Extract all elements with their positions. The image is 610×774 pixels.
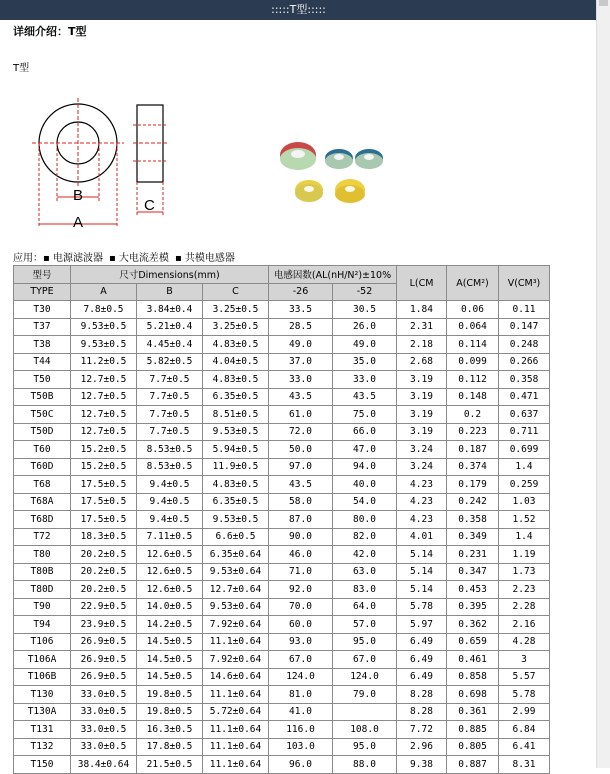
table-cell: 93.0 (269, 633, 333, 651)
table-cell: 60.0 (269, 616, 333, 634)
table-cell: 6.6±0.5 (203, 528, 269, 546)
table-cell: 7.7±0.5 (137, 423, 203, 441)
table-cell: 108.0 (333, 721, 397, 739)
application-item: ▪ 电源滤波器 (43, 253, 103, 264)
table-cell: 30.5 (333, 301, 397, 319)
table-cell: 7.7±0.5 (137, 388, 203, 406)
table-cell: 17.5±0.5 (71, 476, 137, 494)
table-cell: 80.0 (333, 511, 397, 529)
table-row (14, 476, 550, 494)
table-cell: 0.114 (447, 336, 499, 354)
vertical-scrollbar[interactable] (596, 0, 610, 768)
table-cell: 3.19 (397, 371, 447, 389)
table-row (14, 493, 550, 511)
table-cell: 8.31 (499, 756, 550, 774)
table-cell: 2.96 (397, 738, 447, 756)
table-cell: 8.28 (397, 703, 447, 721)
table-cell: 0.361 (447, 703, 499, 721)
table-cell: 4.23 (397, 511, 447, 529)
table-cell: 5.78 (499, 686, 550, 704)
table-cell: 2.23 (499, 581, 550, 599)
header-volume: V(CM³) (499, 266, 550, 301)
table-row (14, 563, 550, 581)
table-cell: 37.0 (269, 353, 333, 371)
table-cell: 23.9±0.5 (71, 616, 137, 634)
table-cell: 9.53±0.64 (203, 598, 269, 616)
model-cell: T68D (14, 511, 71, 529)
table-cell: 6.84 (499, 721, 550, 739)
table-cell: 7.11±0.5 (137, 528, 203, 546)
table-cell: 14.6±0.64 (203, 668, 269, 686)
table-cell: 3.24 (397, 441, 447, 459)
table-cell: 0.858 (447, 668, 499, 686)
table-cell: 20.2±0.5 (71, 546, 137, 564)
table-cell: 11.2±0.5 (71, 353, 137, 371)
model-cell: T131 (14, 721, 71, 739)
table-cell (333, 703, 397, 721)
table-cell: 47.0 (333, 441, 397, 459)
table-cell: 124.0 (333, 668, 397, 686)
table-cell: 4.01 (397, 528, 447, 546)
table-cell: 11.1±0.64 (203, 756, 269, 774)
table-cell: 49.0 (333, 336, 397, 354)
table-cell: 0.805 (447, 738, 499, 756)
table-cell: 8.53±0.5 (137, 441, 203, 459)
table-cell: 79.0 (333, 686, 397, 704)
table-cell: 61.0 (269, 406, 333, 424)
table-cell: 82.0 (333, 528, 397, 546)
table-cell: 43.5 (333, 388, 397, 406)
table-row (14, 511, 550, 529)
table-cell: 0.453 (447, 581, 499, 599)
table-row (14, 301, 550, 319)
table-cell: 0.374 (447, 458, 499, 476)
table-cell: 19.8±0.5 (137, 703, 203, 721)
table-cell: 12.6±0.5 (137, 581, 203, 599)
page-header: :::::T型::::: (0, 0, 597, 20)
table-cell: 64.0 (333, 598, 397, 616)
table-cell: 26.9±0.5 (71, 633, 137, 651)
table-row (14, 616, 550, 634)
table-cell: 33.0 (333, 371, 397, 389)
table-cell: 15.2±0.5 (71, 441, 137, 459)
table-cell: 88.0 (333, 756, 397, 774)
table-row (14, 651, 550, 669)
table-cell: 4.83±0.5 (203, 476, 269, 494)
table-row (14, 546, 550, 564)
table-cell: 97.0 (269, 458, 333, 476)
table-cell: 6.49 (397, 668, 447, 686)
table-cell: 2.31 (397, 318, 447, 336)
table-cell: 54.0 (333, 493, 397, 511)
table-cell: 33.0±0.5 (71, 686, 137, 704)
applications-prefix: 应用： (13, 253, 43, 264)
model-cell: T50 (14, 371, 71, 389)
table-cell: 0.698 (447, 686, 499, 704)
table-cell: 33.0±0.5 (71, 721, 137, 739)
table-cell: 0.266 (499, 353, 550, 371)
table-row (14, 598, 550, 616)
model-cell: T90 (14, 598, 71, 616)
table-cell: 4.23 (397, 493, 447, 511)
model-cell: T60D (14, 458, 71, 476)
table-cell: 1.03 (499, 493, 550, 511)
header-area: A(CM²) (447, 266, 499, 301)
table-cell: 0.659 (447, 633, 499, 651)
table-cell: 103.0 (269, 738, 333, 756)
table-cell: 7.7±0.5 (137, 406, 203, 424)
table-cell: 83.0 (333, 581, 397, 599)
table-cell: 1.52 (499, 511, 550, 529)
table-cell: 3.25±0.5 (203, 318, 269, 336)
table-cell: 11.1±0.64 (203, 633, 269, 651)
table-row (14, 423, 550, 441)
table-cell: 28.5 (269, 318, 333, 336)
dimension-c-label: C (144, 197, 155, 214)
table-cell: 26.0 (333, 318, 397, 336)
table-cell: 9.53±0.5 (71, 318, 137, 336)
model-cell: T130A (14, 703, 71, 721)
table-cell: 66.0 (333, 423, 397, 441)
table-cell: 95.0 (333, 633, 397, 651)
model-cell: T37 (14, 318, 71, 336)
table-cell: 21.5±0.5 (137, 756, 203, 774)
toroid-cores-photo (272, 132, 392, 212)
header-length: L(CM (397, 266, 447, 301)
table-cell: 92.0 (269, 581, 333, 599)
model-cell: T80 (14, 546, 71, 564)
table-cell: 0.259 (499, 476, 550, 494)
table-cell: 11.1±0.64 (203, 738, 269, 756)
model-cell: T106A (14, 651, 71, 669)
model-cell: T68A (14, 493, 71, 511)
table-row (14, 371, 550, 389)
model-cell: T130 (14, 686, 71, 704)
table-cell: 43.5 (269, 476, 333, 494)
table-cell: 94.0 (333, 458, 397, 476)
table-cell: 12.7±0.5 (71, 371, 137, 389)
table-cell: 11.1±0.64 (203, 686, 269, 704)
table-cell: 0.347 (447, 563, 499, 581)
table-cell: 1.4 (499, 458, 550, 476)
table-cell: 12.7±0.64 (203, 581, 269, 599)
table-cell: 14.0±0.5 (137, 598, 203, 616)
model-cell: T50C (14, 406, 71, 424)
header-dim-c: C (203, 283, 269, 301)
table-cell: 3.19 (397, 406, 447, 424)
table-cell: 2.99 (499, 703, 550, 721)
table-cell: 4.83±0.5 (203, 371, 269, 389)
table-row (14, 581, 550, 599)
table-cell: 7.72 (397, 721, 447, 739)
table-cell: 4.83±0.5 (203, 336, 269, 354)
table-cell: 57.0 (333, 616, 397, 634)
table-cell: 0.187 (447, 441, 499, 459)
table-row (14, 703, 550, 721)
table-cell: 0.148 (447, 388, 499, 406)
table-cell: 0.461 (447, 651, 499, 669)
table-cell: 5.82±0.5 (137, 353, 203, 371)
application-item: ▪ 共模电感器 (174, 253, 235, 264)
model-cell: T72 (14, 528, 71, 546)
table-cell: 3.19 (397, 388, 447, 406)
table-cell: 5.14 (397, 581, 447, 599)
table-cell: 12.7±0.5 (71, 406, 137, 424)
table-cell: 12.6±0.5 (137, 546, 203, 564)
table-cell: 9.4±0.5 (137, 511, 203, 529)
table-row (14, 668, 550, 686)
table-cell: 5.72±0.64 (203, 703, 269, 721)
table-cell: 38.4±0.64 (71, 756, 137, 774)
header-dimensions: 尺寸Dimensions(mm) (71, 266, 269, 284)
model-cell: T44 (14, 353, 71, 371)
table-cell: 3 (499, 651, 550, 669)
table-cell: 5.14 (397, 563, 447, 581)
table-cell: 26.9±0.5 (71, 668, 137, 686)
table-cell: 2.68 (397, 353, 447, 371)
table-cell: 0.349 (447, 528, 499, 546)
table-cell: 0.362 (447, 616, 499, 634)
table-cell: 0.064 (447, 318, 499, 336)
table-cell: 14.5±0.5 (137, 651, 203, 669)
table-row (14, 388, 550, 406)
table-row (14, 318, 550, 336)
table-cell: 0.358 (447, 511, 499, 529)
scrollbar-thumb[interactable] (599, 0, 608, 6)
table-cell: 46.0 (269, 546, 333, 564)
table-cell: 18.3±0.5 (71, 528, 137, 546)
table-cell: 6.41 (499, 738, 550, 756)
table-cell: 1.4 (499, 528, 550, 546)
table-cell: 0.887 (447, 756, 499, 774)
table-cell: 6.49 (397, 651, 447, 669)
table-cell: 0.179 (447, 476, 499, 494)
applications-line (13, 249, 241, 264)
table-cell: 5.57 (499, 668, 550, 686)
table-cell: 6.35±0.5 (203, 493, 269, 511)
table-cell: 0.242 (447, 493, 499, 511)
table-cell: 0.637 (499, 406, 550, 424)
table-cell: 5.97 (397, 616, 447, 634)
header-dim-a: A (71, 283, 137, 301)
table-cell: 87.0 (269, 511, 333, 529)
table-cell: 14.5±0.5 (137, 633, 203, 651)
table-cell: 124.0 (269, 668, 333, 686)
table-cell: 2.16 (499, 616, 550, 634)
table-row (14, 441, 550, 459)
table-cell: 4.28 (499, 633, 550, 651)
table-cell: 2.18 (397, 336, 447, 354)
table-row (14, 353, 550, 371)
table-cell: 0.223 (447, 423, 499, 441)
table-cell: 5.78 (397, 598, 447, 616)
table-cell: 33.0±0.5 (71, 703, 137, 721)
table-cell: 70.0 (269, 598, 333, 616)
model-cell: T50D (14, 423, 71, 441)
table-row (14, 756, 550, 774)
header-model: 型号 (14, 266, 71, 284)
table-cell: 11.9±0.5 (203, 458, 269, 476)
header-al-26: -26 (269, 283, 333, 301)
specification-table (13, 265, 550, 774)
table-cell: 0.2 (447, 406, 499, 424)
table-cell: 7.92±0.64 (203, 651, 269, 669)
table-cell: 2.28 (499, 598, 550, 616)
table-cell: 35.0 (333, 353, 397, 371)
table-cell: 5.94±0.5 (203, 441, 269, 459)
table-cell: 7.8±0.5 (71, 301, 137, 319)
table-cell: 17.5±0.5 (71, 493, 137, 511)
table-cell: 0.11 (499, 301, 550, 319)
table-cell: 9.38 (397, 756, 447, 774)
table-cell: 12.6±0.5 (137, 563, 203, 581)
model-cell: T30 (14, 301, 71, 319)
table-cell: 9.53±0.5 (203, 511, 269, 529)
table-cell: 20.2±0.5 (71, 581, 137, 599)
table-cell: 0.147 (499, 318, 550, 336)
table-cell: 95.0 (333, 738, 397, 756)
table-cell: 9.53±0.5 (71, 336, 137, 354)
model-cell: T106 (14, 633, 71, 651)
table-row (14, 721, 550, 739)
table-cell: 0.699 (499, 441, 550, 459)
table-cell: 6.35±0.5 (203, 388, 269, 406)
table-cell: 33.0 (269, 371, 333, 389)
model-cell: T106B (14, 668, 71, 686)
table-cell: 49.0 (269, 336, 333, 354)
table-cell: 75.0 (333, 406, 397, 424)
model-cell: T80D (14, 581, 71, 599)
table-cell: 0.395 (447, 598, 499, 616)
table-cell: 22.9±0.5 (71, 598, 137, 616)
table-cell: 7.7±0.5 (137, 371, 203, 389)
table-cell: 33.0±0.5 (71, 738, 137, 756)
model-cell: T132 (14, 738, 71, 756)
table-cell: 4.45±0.4 (137, 336, 203, 354)
table-row (14, 738, 550, 756)
table-cell: 58.0 (269, 493, 333, 511)
table-cell: 14.2±0.5 (137, 616, 203, 634)
header-al-factor: 电感因数(AL(nH/N²)±10% (269, 266, 397, 284)
table-cell: 43.5 (269, 388, 333, 406)
model-cell: T94 (14, 616, 71, 634)
table-cell: 4.04±0.5 (203, 353, 269, 371)
table-cell: 6.35±0.64 (203, 546, 269, 564)
table-cell: 0.471 (499, 388, 550, 406)
table-cell: 41.0 (269, 703, 333, 721)
table-cell: 116.0 (269, 721, 333, 739)
table-cell: 6.49 (397, 633, 447, 651)
table-cell: 9.53±0.5 (203, 423, 269, 441)
header-dim-b: B (137, 283, 203, 301)
table-cell: 8.28 (397, 686, 447, 704)
table-cell: 7.92±0.64 (203, 616, 269, 634)
table-row (14, 686, 550, 704)
table-cell: 16.3±0.5 (137, 721, 203, 739)
table-cell: 67.0 (269, 651, 333, 669)
table-cell: 4.23 (397, 476, 447, 494)
dimension-a-label: A (73, 214, 84, 231)
table-cell: 14.5±0.5 (137, 668, 203, 686)
model-cell: T68 (14, 476, 71, 494)
table-cell: 0.248 (499, 336, 550, 354)
table-cell: 8.51±0.5 (203, 406, 269, 424)
product-type-label: T型 (13, 63, 30, 74)
table-row (14, 336, 550, 354)
header-type: TYPE (14, 283, 71, 301)
table-cell: 50.0 (269, 441, 333, 459)
table-cell: 5.14 (397, 546, 447, 564)
table-cell: 9.4±0.5 (137, 476, 203, 494)
table-cell: 12.7±0.5 (71, 388, 137, 406)
table-cell: 33.5 (269, 301, 333, 319)
table-cell: 40.0 (333, 476, 397, 494)
table-cell: 72.0 (269, 423, 333, 441)
table-cell: 3.25±0.5 (203, 301, 269, 319)
table-cell: 63.0 (333, 563, 397, 581)
toroid-dimension-diagram (30, 96, 170, 232)
table-cell: 9.4±0.5 (137, 493, 203, 511)
table-cell: 12.7±0.5 (71, 423, 137, 441)
table-row (14, 528, 550, 546)
table-cell: 3.24 (397, 458, 447, 476)
table-cell: 1.19 (499, 546, 550, 564)
table-cell: 90.0 (269, 528, 333, 546)
table-cell: 0.358 (499, 371, 550, 389)
model-cell: T80B (14, 563, 71, 581)
table-cell: 11.1±0.64 (203, 721, 269, 739)
model-cell: T60 (14, 441, 71, 459)
table-cell: 42.0 (333, 546, 397, 564)
table-row (14, 406, 550, 424)
table-cell: 26.9±0.5 (71, 651, 137, 669)
table-cell: 15.2±0.5 (71, 458, 137, 476)
table-cell: 1.73 (499, 563, 550, 581)
model-cell: T38 (14, 336, 71, 354)
table-cell: 0.112 (447, 371, 499, 389)
section-title: 详细介绍：T型 (13, 25, 87, 38)
table-cell: 9.53±0.64 (203, 563, 269, 581)
specification-table-body (14, 301, 550, 774)
table-cell: 0.885 (447, 721, 499, 739)
table-cell: 3.19 (397, 423, 447, 441)
table-cell: 17.8±0.5 (137, 738, 203, 756)
dimension-b-label: B (73, 187, 84, 204)
table-cell: 17.5±0.5 (71, 511, 137, 529)
table-row (14, 633, 550, 651)
table-cell: 5.21±0.4 (137, 318, 203, 336)
table-row (14, 458, 550, 476)
table-cell: 0.711 (499, 423, 550, 441)
table-cell: 3.84±0.4 (137, 301, 203, 319)
model-cell: T150 (14, 756, 71, 774)
table-cell: 20.2±0.5 (71, 563, 137, 581)
header-al-52: -52 (333, 283, 397, 301)
table-cell: 1.84 (397, 301, 447, 319)
table-cell: 71.0 (269, 563, 333, 581)
application-item: ▪ 大电流差模 (108, 253, 169, 264)
table-cell: 19.8±0.5 (137, 686, 203, 704)
table-cell: 0.099 (447, 353, 499, 371)
table-cell: 8.53±0.5 (137, 458, 203, 476)
table-cell: 96.0 (269, 756, 333, 774)
table-cell: 81.0 (269, 686, 333, 704)
model-cell: T50B (14, 388, 71, 406)
table-cell: 0.231 (447, 546, 499, 564)
table-cell: 67.0 (333, 651, 397, 669)
table-cell: 0.06 (447, 301, 499, 319)
